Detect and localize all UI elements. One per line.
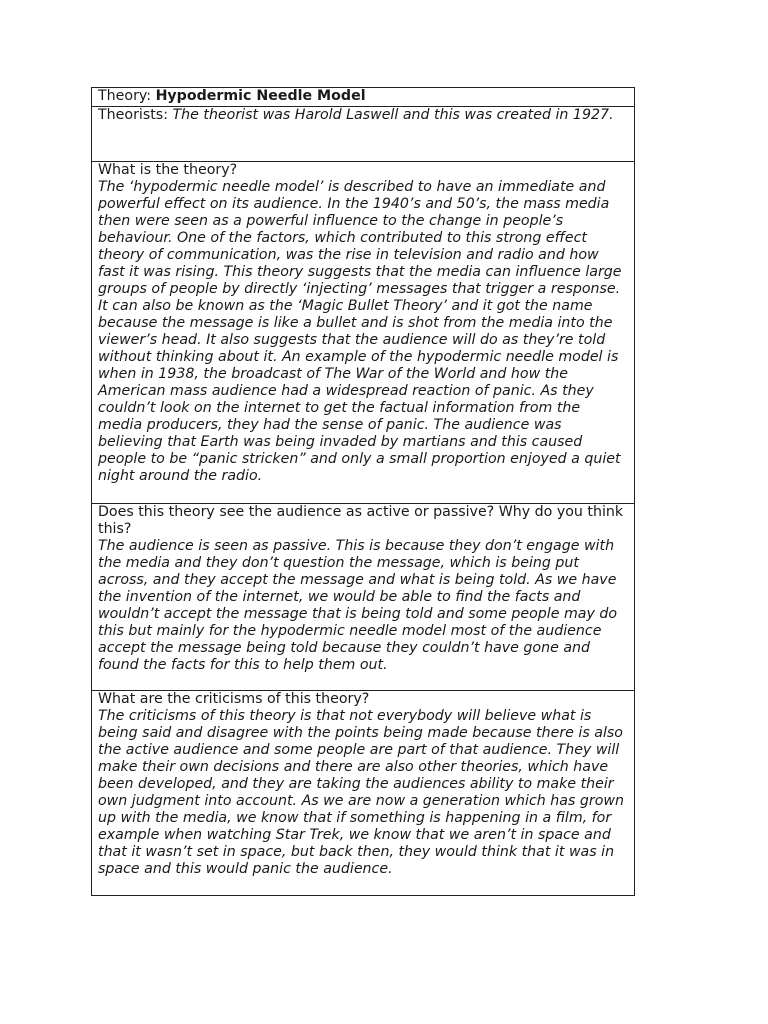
what-is-theory-cell: [92, 162, 635, 504]
criticisms-cell: [92, 691, 635, 896]
active-passive-cell: [92, 504, 635, 691]
section-question: What are the criticisms of this theory?: [98, 691, 370, 707]
title-label: Theory:: [98, 88, 156, 104]
section-question: What is the theory?: [98, 162, 238, 178]
section-row-audience: [92, 504, 635, 691]
title-cell: [92, 88, 635, 107]
theorists-text: The theorist was Harold Laswell and this was created in 1927.: [172, 107, 614, 123]
section-row-theory: [92, 162, 635, 504]
theory-table: [91, 87, 635, 896]
section-question: Does this theory see the audience as active or passive? Why do you think this?: [98, 504, 624, 537]
section-answer: The criticisms of this theory is that not everybody will believe what is being said and disagree with the points being made because there is also the active audience and some people are part of that audience. They will make their own decisions and there are also other theories, which have been developed, and they are taking the audiences ability to make their own judgment into account. As we are now a generation which has grown up with the media, we know that if something is happening in a film, for example when watching Star Trek, we know that we aren’t in space and that it wasn’t set in space, but back then, they would think that it was in space and this would panic the audience.: [98, 708, 624, 877]
section-answer: The ‘hypodermic needle model’ is described to have an immediate and powerful effect on its audience. In the 1940’s and 50’s, the mass media then were seen as a powerful influence to the change in people’s behaviour. One of the factors, which contributed to this strong effect theory of communication, was the rise in television and radio and how fast it was rising. This theory suggests that the media can influence large groups of people by directly ‘injecting’ messages that trigger a response. It can also be known as the ‘Magic Bullet Theory’ and it got the name because the message is like a bullet and is shot from the media into the viewer’s head. It also suggests that the audience will do as they’re told without thinking about it. An example of the hypodermic needle model is when in 1938, the broadcast of The War of the World and how the American mass audience had a widespread reaction of panic. As they couldn’t look on the internet to get the factual information from the media producers, they had the sense of panic. The audience was believing that Earth was being invaded by martians and this caused people to be “panic stricken” and only a small proportion enjoyed a quiet night around the radio.: [98, 179, 622, 484]
theorists-row: [92, 107, 635, 162]
theorists-label: Theorists:: [98, 107, 173, 123]
section-row-criticisms: [92, 691, 635, 896]
section-answer: The audience is seen as passive. This is because they don’t engage with the media and they don’t question the message, which is being put across, and they accept the message and what is being told. As we have the invention of the internet, we would be able to find the facts and wouldn’t accept the message that is being told and some people may do this but mainly for the hypodermic needle model most of the audience accept the message being told because they couldn’t have gone and found the facts for this to help them out.: [98, 538, 618, 673]
title-row: [92, 88, 635, 107]
theory-name: Hypodermic Needle Model: [155, 88, 366, 104]
theorists-cell: [92, 107, 635, 162]
